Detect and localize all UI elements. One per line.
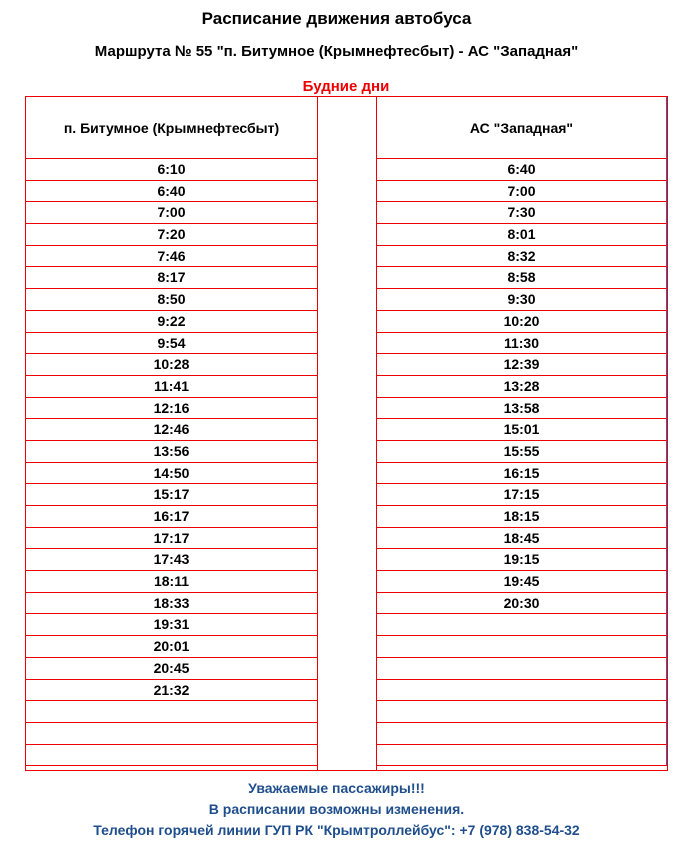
- schedule-column-right: [376, 97, 667, 770]
- time-cell: [377, 745, 667, 767]
- time-cell: 8:17: [26, 267, 317, 289]
- time-cell: 18:45: [377, 528, 667, 550]
- time-cell: 19:45: [377, 571, 667, 593]
- time-cell: 8:32: [377, 246, 667, 268]
- time-cell: 20:01: [26, 636, 317, 658]
- time-cell: [377, 636, 667, 658]
- time-cell: [377, 701, 667, 723]
- time-cell: 18:15: [377, 506, 667, 528]
- page-title: Расписание движения автобуса: [201, 9, 472, 28]
- time-cell: 15:55: [377, 441, 667, 463]
- time-cell: 8:58: [377, 267, 667, 289]
- notice-hotline: Телефон горячей линии ГУП РК "Крымтроллейбус": +7 (978) 838-54-32: [93, 822, 580, 838]
- time-cell: [26, 723, 317, 745]
- day-type-label: Будние дни: [302, 78, 390, 95]
- time-cell: 7:00: [377, 181, 667, 203]
- time-cell: 7:30: [377, 202, 667, 224]
- time-cell: [377, 614, 667, 636]
- time-cell: 7:00: [26, 202, 317, 224]
- time-cell: 13:56: [26, 441, 317, 463]
- time-cell: 18:33: [26, 593, 317, 615]
- time-cell: 12:39: [377, 354, 667, 376]
- time-cell: 20:30: [377, 593, 667, 615]
- schedule-column-left: [26, 97, 318, 770]
- time-cell: 12:46: [26, 419, 317, 441]
- time-cell: 19:15: [377, 549, 667, 571]
- route-subtitle: Маршрута № 55 "п. Битумное (Крымнефтесбыт) - АС "Западная": [94, 43, 579, 60]
- time-cell: 14:50: [26, 463, 317, 485]
- time-cell: 17:15: [377, 484, 667, 506]
- time-cell: [26, 745, 317, 767]
- time-cell: 17:17: [26, 528, 317, 550]
- time-cell: 15:17: [26, 484, 317, 506]
- time-list-right: [377, 159, 667, 766]
- time-cell: 11:41: [26, 376, 317, 398]
- time-cell: 12:16: [26, 398, 317, 420]
- time-cell: 11:30: [377, 333, 667, 355]
- time-cell: 17:43: [26, 549, 317, 571]
- time-cell: 15:01: [377, 419, 667, 441]
- time-cell: 7:46: [26, 246, 317, 268]
- time-cell: 8:50: [26, 289, 317, 311]
- column-header-right: АС "Западная": [377, 97, 667, 159]
- time-cell: [26, 701, 317, 723]
- time-cell: [377, 680, 667, 702]
- time-cell: 13:28: [377, 376, 667, 398]
- time-cell: 10:20: [377, 311, 667, 333]
- time-cell: 6:40: [26, 181, 317, 203]
- time-cell: 9:30: [377, 289, 667, 311]
- time-cell: 18:11: [26, 571, 317, 593]
- time-cell: [377, 658, 667, 680]
- time-cell: 6:10: [26, 159, 317, 181]
- notice-changes: В расписании возможны изменения.: [208, 801, 465, 817]
- time-cell: 7:20: [26, 224, 317, 246]
- time-cell: 9:22: [26, 311, 317, 333]
- notice-greeting: Уважаемые пассажиры!!!: [248, 780, 425, 796]
- time-cell: 6:40: [377, 159, 667, 181]
- time-cell: 20:45: [26, 658, 317, 680]
- schedule-table: [25, 96, 668, 771]
- time-cell: 10:28: [26, 354, 317, 376]
- time-list-left: [26, 159, 317, 766]
- column-header-left: п. Битумное (Крымнефтесбыт): [26, 97, 317, 159]
- time-cell: 19:31: [26, 614, 317, 636]
- time-cell: 16:17: [26, 506, 317, 528]
- time-cell: 16:15: [377, 463, 667, 485]
- time-cell: 9:54: [26, 333, 317, 355]
- time-cell: 8:01: [377, 224, 667, 246]
- column-spacer: [318, 97, 376, 770]
- time-cell: 21:32: [26, 680, 317, 702]
- time-cell: 13:58: [377, 398, 667, 420]
- time-cell: [377, 723, 667, 745]
